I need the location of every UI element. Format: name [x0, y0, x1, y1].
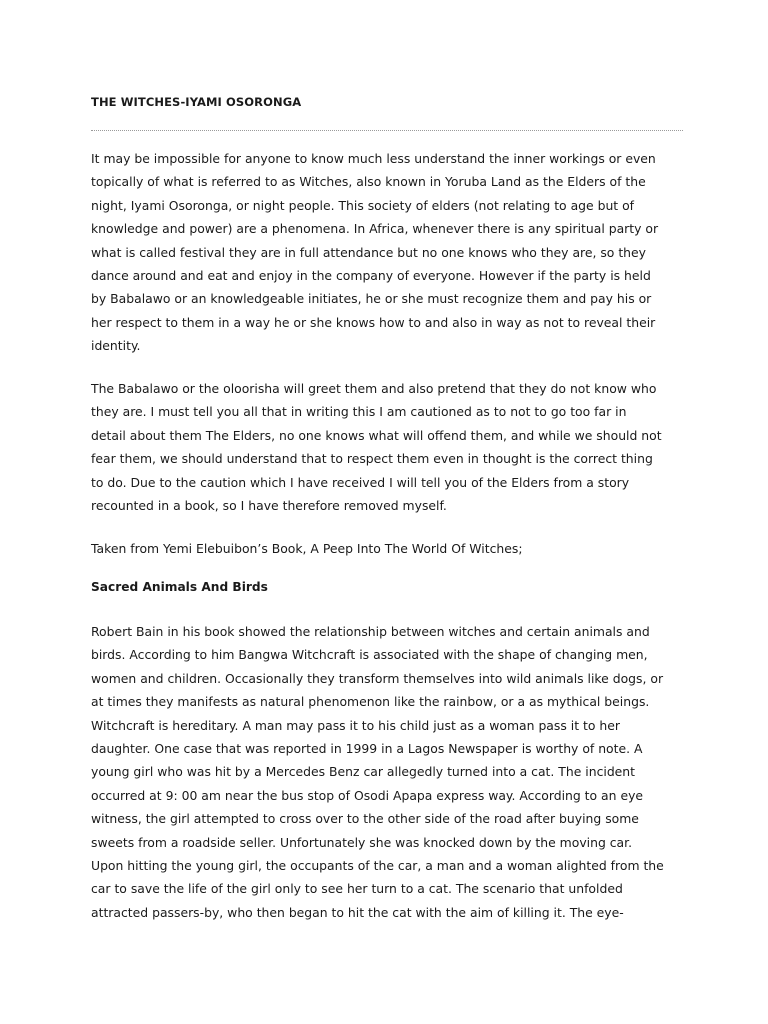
paragraph-babalawo	[91, 377, 687, 517]
text-line: Upon hitting the young girl, the occupants of the car, a man and a woman alighted from the	[91, 858, 664, 874]
dotted-divider	[91, 130, 683, 131]
text-line: they are. I must tell you all that in writing this I am cautioned as to not to go too far in	[91, 404, 627, 420]
source-line	[91, 537, 687, 560]
paragraph-sacred-animals	[91, 620, 687, 924]
text-line: It may be impossible for anyone to know much less understand the inner workings or even	[91, 151, 656, 166]
paragraph-intro	[91, 147, 687, 358]
text-line: dance around and eat and enjoy in the company of everyone. However if the party is held	[91, 268, 651, 284]
text-line: car to save the life of the girl only to see her turn to a cat. The scenario that unfolded	[91, 881, 623, 897]
page-title: THE WITCHES-IYAMI OSORONGA	[91, 95, 302, 109]
text-line: identity.	[91, 338, 141, 354]
text-line: knowledge and power) are a phenomena. In Africa, whenever there is any spiritual party or	[91, 221, 659, 237]
text-line: what is called festival they are in full attendance but no one knows who they are, so they	[91, 244, 646, 260]
text-line: Taken from Yemi Elebuibon’s Book, A Peep Into The World Of Witches;	[91, 541, 523, 556]
text-line: daughter. One case that was reported in 1999 in a Lagos Newspaper is worthy of note. A	[91, 741, 643, 757]
text-line: her respect to them in a way he or she knows how to and also in way as not to reveal their	[91, 314, 656, 330]
text-line: sweets from a roadside seller. Unfortunately she was knocked down by the moving car.	[91, 834, 633, 850]
text-line: occurred at 9: 00 am near the bus stop of Osodi Apapa express way. According to an eye	[91, 787, 644, 803]
text-line: to do. Due to the caution which I have received I will tell you of the Elders from a story	[91, 474, 630, 490]
text-line: Witchcraft is hereditary. A man may pass it to his child just as a woman pass it to her	[91, 717, 620, 733]
text-line: women and children. Occasionally they transform themselves into wild animals like dogs, or	[91, 670, 664, 686]
section-heading: Sacred Animals And Birds	[91, 580, 268, 594]
text-line: The Babalawo or the oloorisha will greet them and also pretend that they do not know who	[91, 381, 657, 396]
text-line: Robert Bain in his book showed the relationship between witches and certain animals and	[91, 624, 650, 639]
text-line: by Babalawo or an knowledgeable initiates, he or she must recognize them and pay his or	[91, 291, 652, 307]
text-line: young girl who was hit by a Mercedes Benz car allegedly turned into a cat. The incident	[91, 764, 636, 780]
text-line: detail about them The Elders, no one knows what will offend them, and while we should not	[91, 427, 662, 443]
text-line: night, Iyami Osoronga, or night people. This society of elders (not relating to age but of	[91, 197, 635, 213]
text-line: witness, the girl attempted to cross over to the other side of the road after buying some	[91, 811, 639, 827]
text-line: topically of what is referred to as Witches, also known in Yoruba Land as the Elders of the	[91, 174, 646, 190]
text-line: at times they manifests as natural phenomenon like the rainbow, or a as mythical beings.	[91, 694, 650, 710]
text-line: attracted passers-by, who then began to hit the cat with the aim of killing it. The eye-	[91, 904, 624, 920]
text-line: birds. According to him Bangwa Witchcraft is associated with the shape of changing men,	[91, 647, 648, 663]
text-line: recounted in a book, so I have therefore removed myself.	[91, 498, 447, 514]
text-line: fear them, we should understand that to respect them even in thought is the correct thing	[91, 451, 653, 467]
